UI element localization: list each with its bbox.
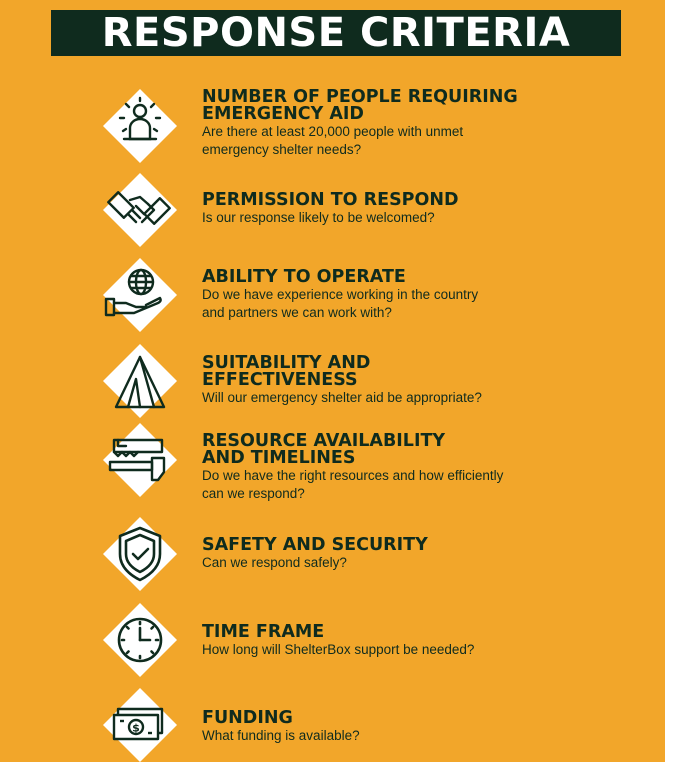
svg-text:$: $ (132, 721, 140, 735)
criterion-heading: FUNDING (202, 708, 293, 728)
saw-and-hammer-icon (100, 420, 180, 500)
criterion-question: Do we have experience working in the country (202, 287, 479, 302)
criterion-heading: EFFECTIVENESS (202, 370, 358, 390)
criterion-heading: PERMISSION TO RESPOND (202, 190, 459, 210)
handshake-icon (100, 170, 180, 250)
criterion-question: emergency shelter needs? (202, 142, 362, 157)
page-title: RESPONSE CRITERIA (51, 10, 621, 56)
criterion-heading: RESOURCE AVAILABILITY (202, 431, 446, 451)
clock-icon (100, 600, 180, 680)
criterion-question: Can we respond safely? (202, 555, 347, 570)
money-stack-icon (100, 685, 180, 765)
criterion-question: What funding is available? (202, 728, 360, 743)
criterion-question: How long will ShelterBox support be needed? (202, 642, 475, 657)
criterion-question: and partners we can work with? (202, 305, 392, 320)
shield-check-icon (100, 514, 180, 594)
criterion-question: Will our emergency shelter aid be appropriate? (202, 390, 482, 405)
criterion-question: Do we have the right resources and how efficiently (202, 468, 504, 483)
criterion-heading: SUITABILITY AND (202, 353, 371, 373)
criterion-heading: SAFETY AND SECURITY (202, 535, 428, 555)
globe-in-hand-icon (100, 255, 180, 335)
criterion-question: Is our response likely to be welcomed? (202, 210, 435, 225)
criterion-heading: TIME FRAME (202, 622, 325, 642)
criterion-heading: AND TIMELINES (202, 448, 356, 468)
criterion-heading: ABILITY TO OPERATE (202, 267, 406, 287)
criterion-question: can we respond? (202, 486, 305, 501)
criterion-question: Are there at least 20,000 people with unmet (202, 124, 464, 139)
criterion-heading: EMERGENCY AID (202, 104, 364, 124)
person-with-alert-rays-icon (100, 86, 180, 166)
tent-icon (100, 341, 180, 421)
criterion-heading: NUMBER OF PEOPLE REQUIRING (202, 87, 518, 107)
